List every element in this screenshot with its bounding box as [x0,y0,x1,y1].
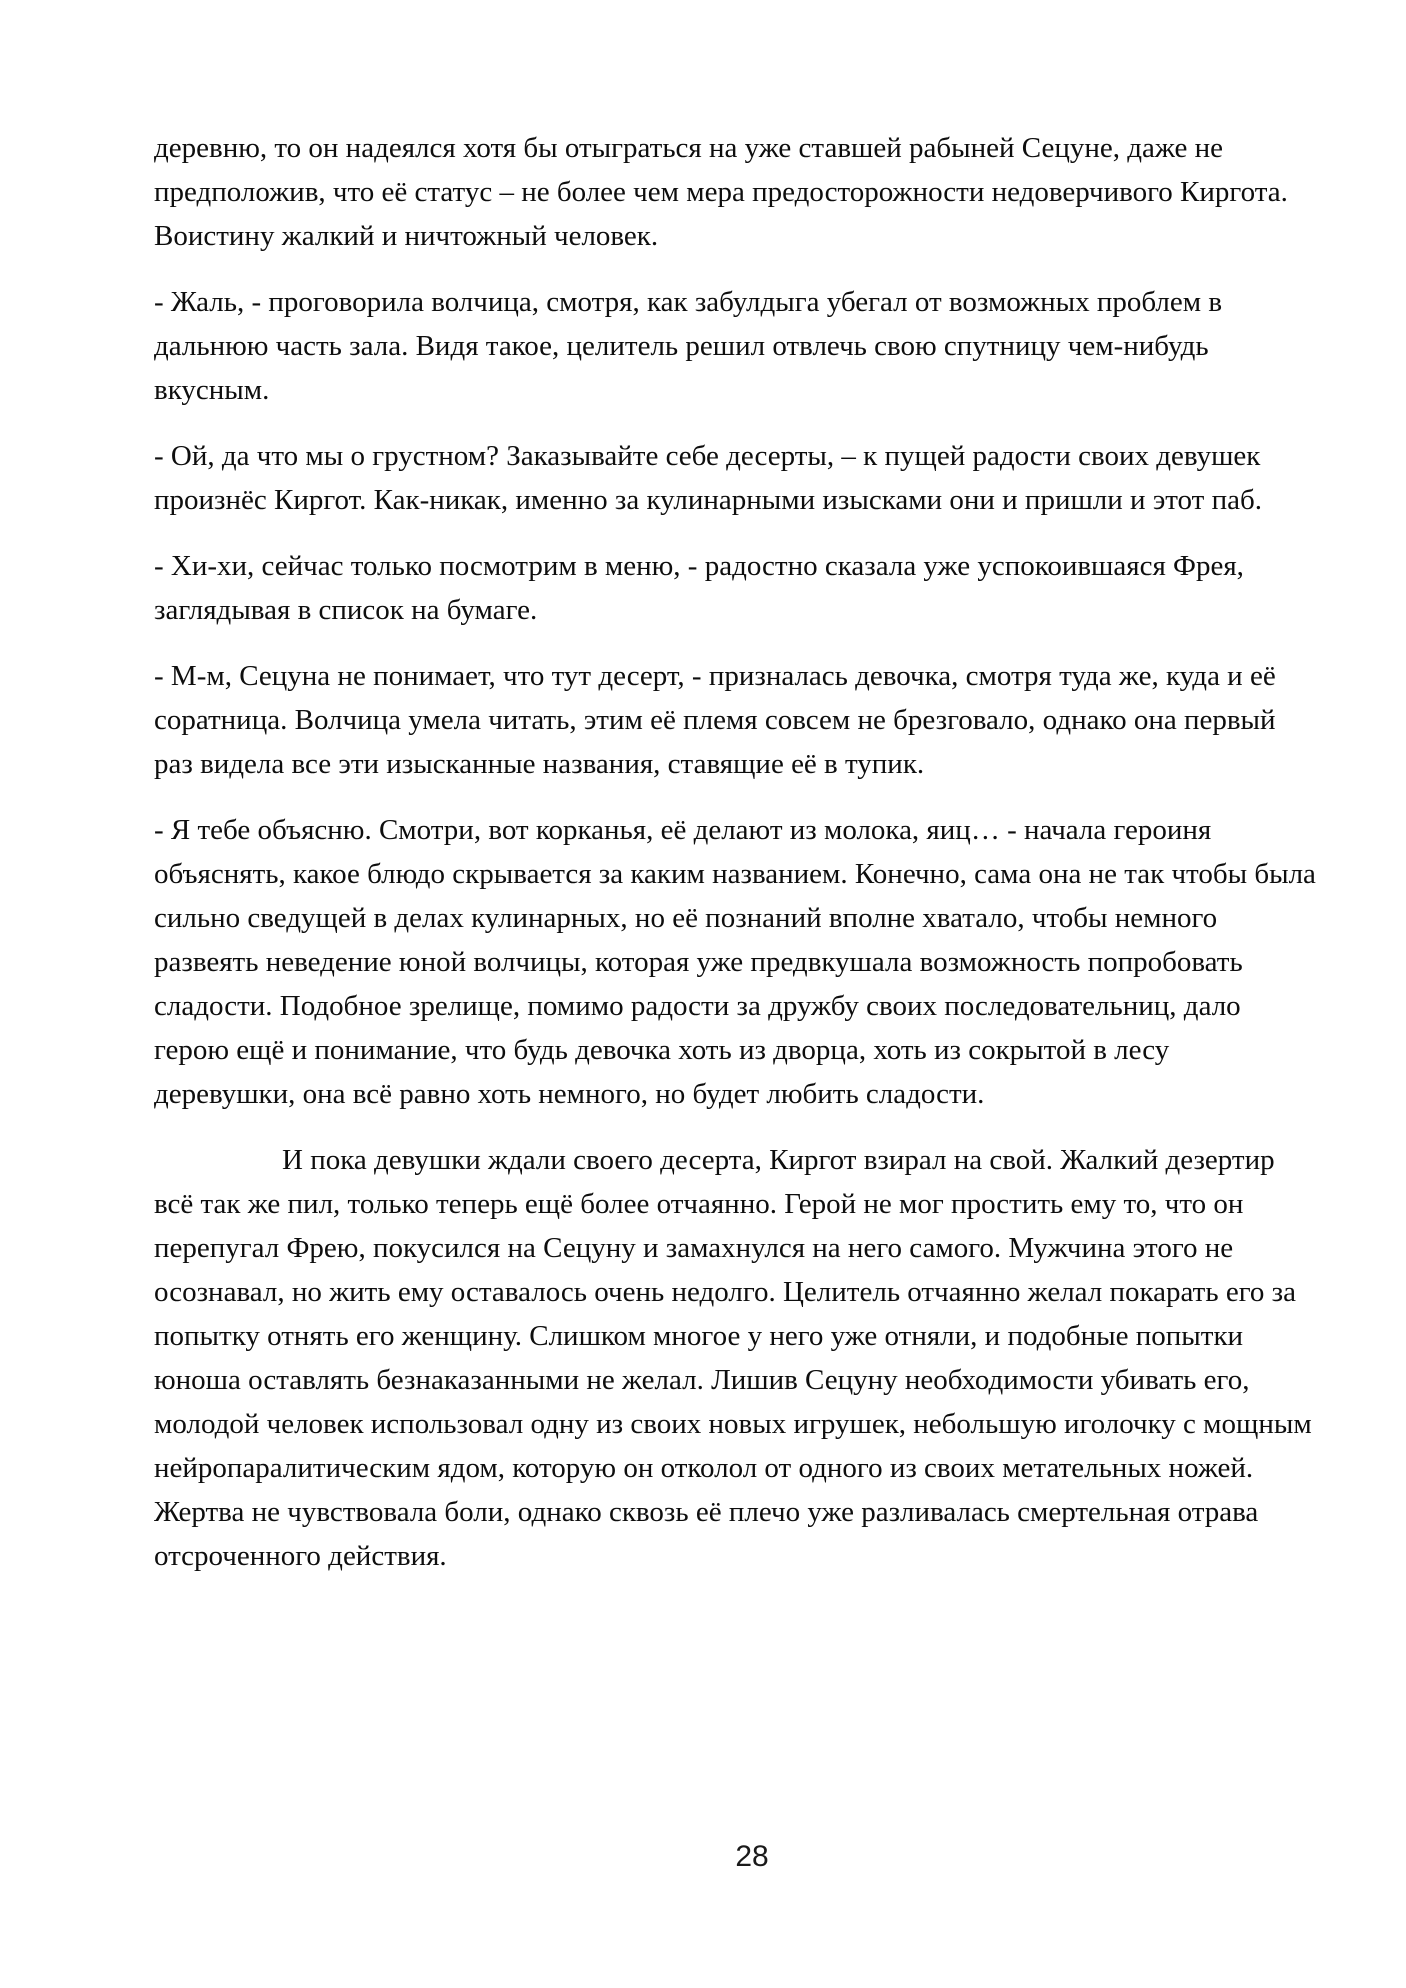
page-text [154,126,1316,1600]
paragraph: И пока девушки ждали своего десерта, Киргот взирал на свой. Жалкий дезертир всё так же пил, только теперь ещё более отчаянно. Герой не мог простить ему то, что он перепугал Фрею, покусился на Сецуну и замахнулся на него самого. Мужчина этого не осознавал, но жить ему оставалось очень недолго. Целитель отчаянно желал покарать его за попытку отнять его женщину. Слишком многое у него уже отняли, и подобные попытки юноша оставлять безнаказанными не желал. Лишив Сецуну необходимости убивать его, молодой человек использовал одну из своих новых игрушек, небольшую иголочку с мощным нейропаралитическим ядом, которую он отколол от одного из своих метательных ножей. Жертва не чувствовала боли, однако сквозь её плечо уже разливалась смертельная отрава отсроченного действия. [154,1144,1312,1572]
paragraph: деревню, то он надеялся хотя бы отыграться на уже ставшей рабыней Сецуне, даже не предположив, что её статус – не более чем мера предосторожности недоверчивого Киргота. Воистину жалкий и ничтожный человек. [154,132,1288,252]
paragraph: - Хи-хи, сейчас только посмотрим в меню, - радостно сказала уже успокоившаяся Фрея, заглядывая в список на бумаге. [154,550,1244,626]
paragraph: - М-м, Сецуна не понимает, что тут десерт, - призналась девочка, смотря туда же, куда и её соратница. Волчица умела читать, этим её племя совсем не брезговало, однако она первый раз видела все эти изысканные названия, ставящие её в тупик. [154,660,1276,780]
paragraph: - Я тебе объясню. Смотри, вот корканья, её делают из молока, яиц… - начала героиня объяснять, какое блюдо скрывается за каким названием. Конечно, сама она не так чтобы была сильно сведущей в делах кулинарных, но её познаний вполне хватало, чтобы немного развеять неведение юной волчицы, которая уже предвкушала возможность попробовать сладости. Подобное зрелище, помимо радости за дружбу своих последовательниц, дало герою ещё и понимание, что будь девочка хоть из дворца, хоть из сокрытой в лесу деревушки, она всё равно хоть немного, но будет любить сладости. [154,814,1316,1110]
paragraph: - Ой, да что мы о грустном? Заказывайте себе десерты, – к пущей радости своих девушек произнёс Киргот. Как-никак, именно за кулинарными изысками они и пришли и этот паб. [154,440,1262,516]
paragraph: - Жаль, - проговорила волчица, смотря, как забулдыга убегал от возможных проблем в дальнюю часть зала. Видя такое, целитель решил отвлечь свою спутницу чем-нибудь вкусным. [154,286,1223,406]
page-number: 28 [735,1840,769,1873]
